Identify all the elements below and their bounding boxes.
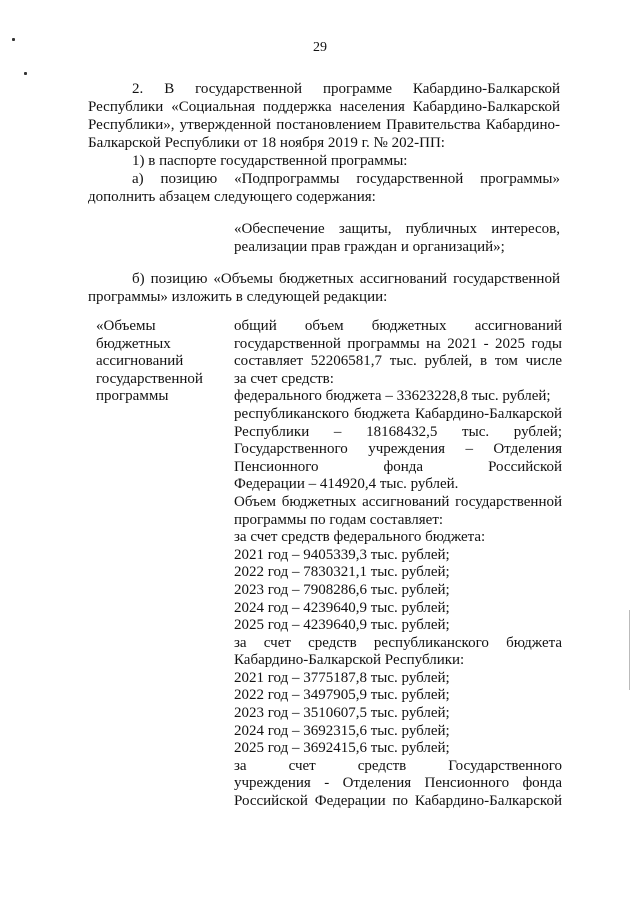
table-value-line: за счет средств федерального бюджета: bbox=[234, 529, 486, 546]
table-value-line: 2024 год – 3692315,6 тыс. рублей; bbox=[234, 722, 450, 739]
table-label-line: ассигнований bbox=[96, 353, 184, 370]
table-value-line: 2025 год – 4239640,9 тыс. рублей; bbox=[234, 617, 450, 634]
table-value-line: Российской Федерации по Кабардино-Балкарской bbox=[234, 793, 562, 810]
table-value-line: Объем бюджетных ассигнований государственной bbox=[234, 493, 562, 510]
scan-mark bbox=[24, 72, 27, 75]
table-value-line: Кабардино-Балкарской Республики: bbox=[234, 652, 465, 669]
table-value-line: 2023 год – 7908286,6 тыс. рублей; bbox=[234, 581, 450, 598]
table-value-line: за счет средств: bbox=[234, 370, 334, 387]
scan-edge-line bbox=[629, 610, 630, 690]
table-value-line: 2024 год – 4239640,9 тыс. рублей; bbox=[234, 599, 450, 616]
table-value-line: 2021 год – 9405339,3 тыс. рублей; bbox=[234, 546, 450, 563]
table-value-line: за счет средств Государственного bbox=[234, 757, 562, 774]
intro-item-1: 1) в паспорте государственной программы: bbox=[132, 153, 408, 169]
table-value-line: учреждения - Отделения Пенсионного фонда bbox=[234, 775, 562, 792]
table-value-line: Федерации – 414920,4 тыс. рублей. bbox=[234, 476, 459, 493]
table-label-line: программы bbox=[96, 388, 169, 405]
table-value-line: 2022 год – 7830321,1 тыс. рублей; bbox=[234, 564, 450, 581]
table-value-line: общий объем бюджетных ассигнований bbox=[234, 318, 562, 334]
intro-item-a: а) позицию «Подпрограммы государственной программы» дополнить абзацем следующего содержания: bbox=[88, 171, 560, 205]
table-value-line: программы по годам составляет: bbox=[234, 511, 444, 528]
table-label-line: государственной bbox=[96, 370, 203, 387]
table-left-column bbox=[96, 318, 220, 406]
table-value-line: Республики – 18168432,5 тыс. рублей; bbox=[234, 423, 562, 440]
table-value-line: Пенсионного фонда Российской bbox=[234, 458, 562, 475]
table-value-line: государственной программы на 2021 - 2025 годы bbox=[234, 335, 562, 352]
table-value-line: за счет средств республиканского бюджета bbox=[234, 634, 562, 651]
table-value-line: республиканского бюджета Кабардино-Балкарской bbox=[234, 405, 562, 422]
item-b: б) позицию «Объемы бюджетных ассигнований государственной программы» изложить в следующей редакции: bbox=[88, 271, 560, 305]
table-label-line: бюджетных bbox=[96, 335, 171, 352]
table-value-line: составляет 52206581,7 тыс. рублей, в том числе bbox=[234, 353, 562, 370]
page-number: 29 bbox=[313, 40, 327, 55]
table-value-line: Государственного учреждения – Отделения bbox=[234, 441, 562, 458]
table-value-line: 2022 год – 3497905,9 тыс. рублей; bbox=[234, 687, 450, 704]
table-right-column bbox=[234, 318, 562, 811]
quote-text: «Обеспечение защиты, публичных интересов, реализации прав граждан и организаций»; bbox=[234, 221, 560, 255]
table-value-line: 2023 год – 3510607,5 тыс. рублей; bbox=[234, 705, 450, 722]
table-value-line: федерального бюджета – 33623228,8 тыс. рублей; bbox=[234, 388, 551, 405]
table-value-line: 2021 год – 3775187,8 тыс. рублей; bbox=[234, 669, 450, 686]
table-label-line: «Объемы bbox=[96, 318, 156, 334]
intro-paragraph: 2. В государственной программе Кабардино-Балкарской Республики «Социальная поддержка населения Кабардино-Балкарской Республики», утвержденной постановлением Правительства Кабардино-Балкарской Республики от 18 ноября 2019 г. № 202-ПП: bbox=[88, 81, 560, 151]
table-value-line: 2025 год – 3692415,6 тыс. рублей; bbox=[234, 740, 450, 757]
